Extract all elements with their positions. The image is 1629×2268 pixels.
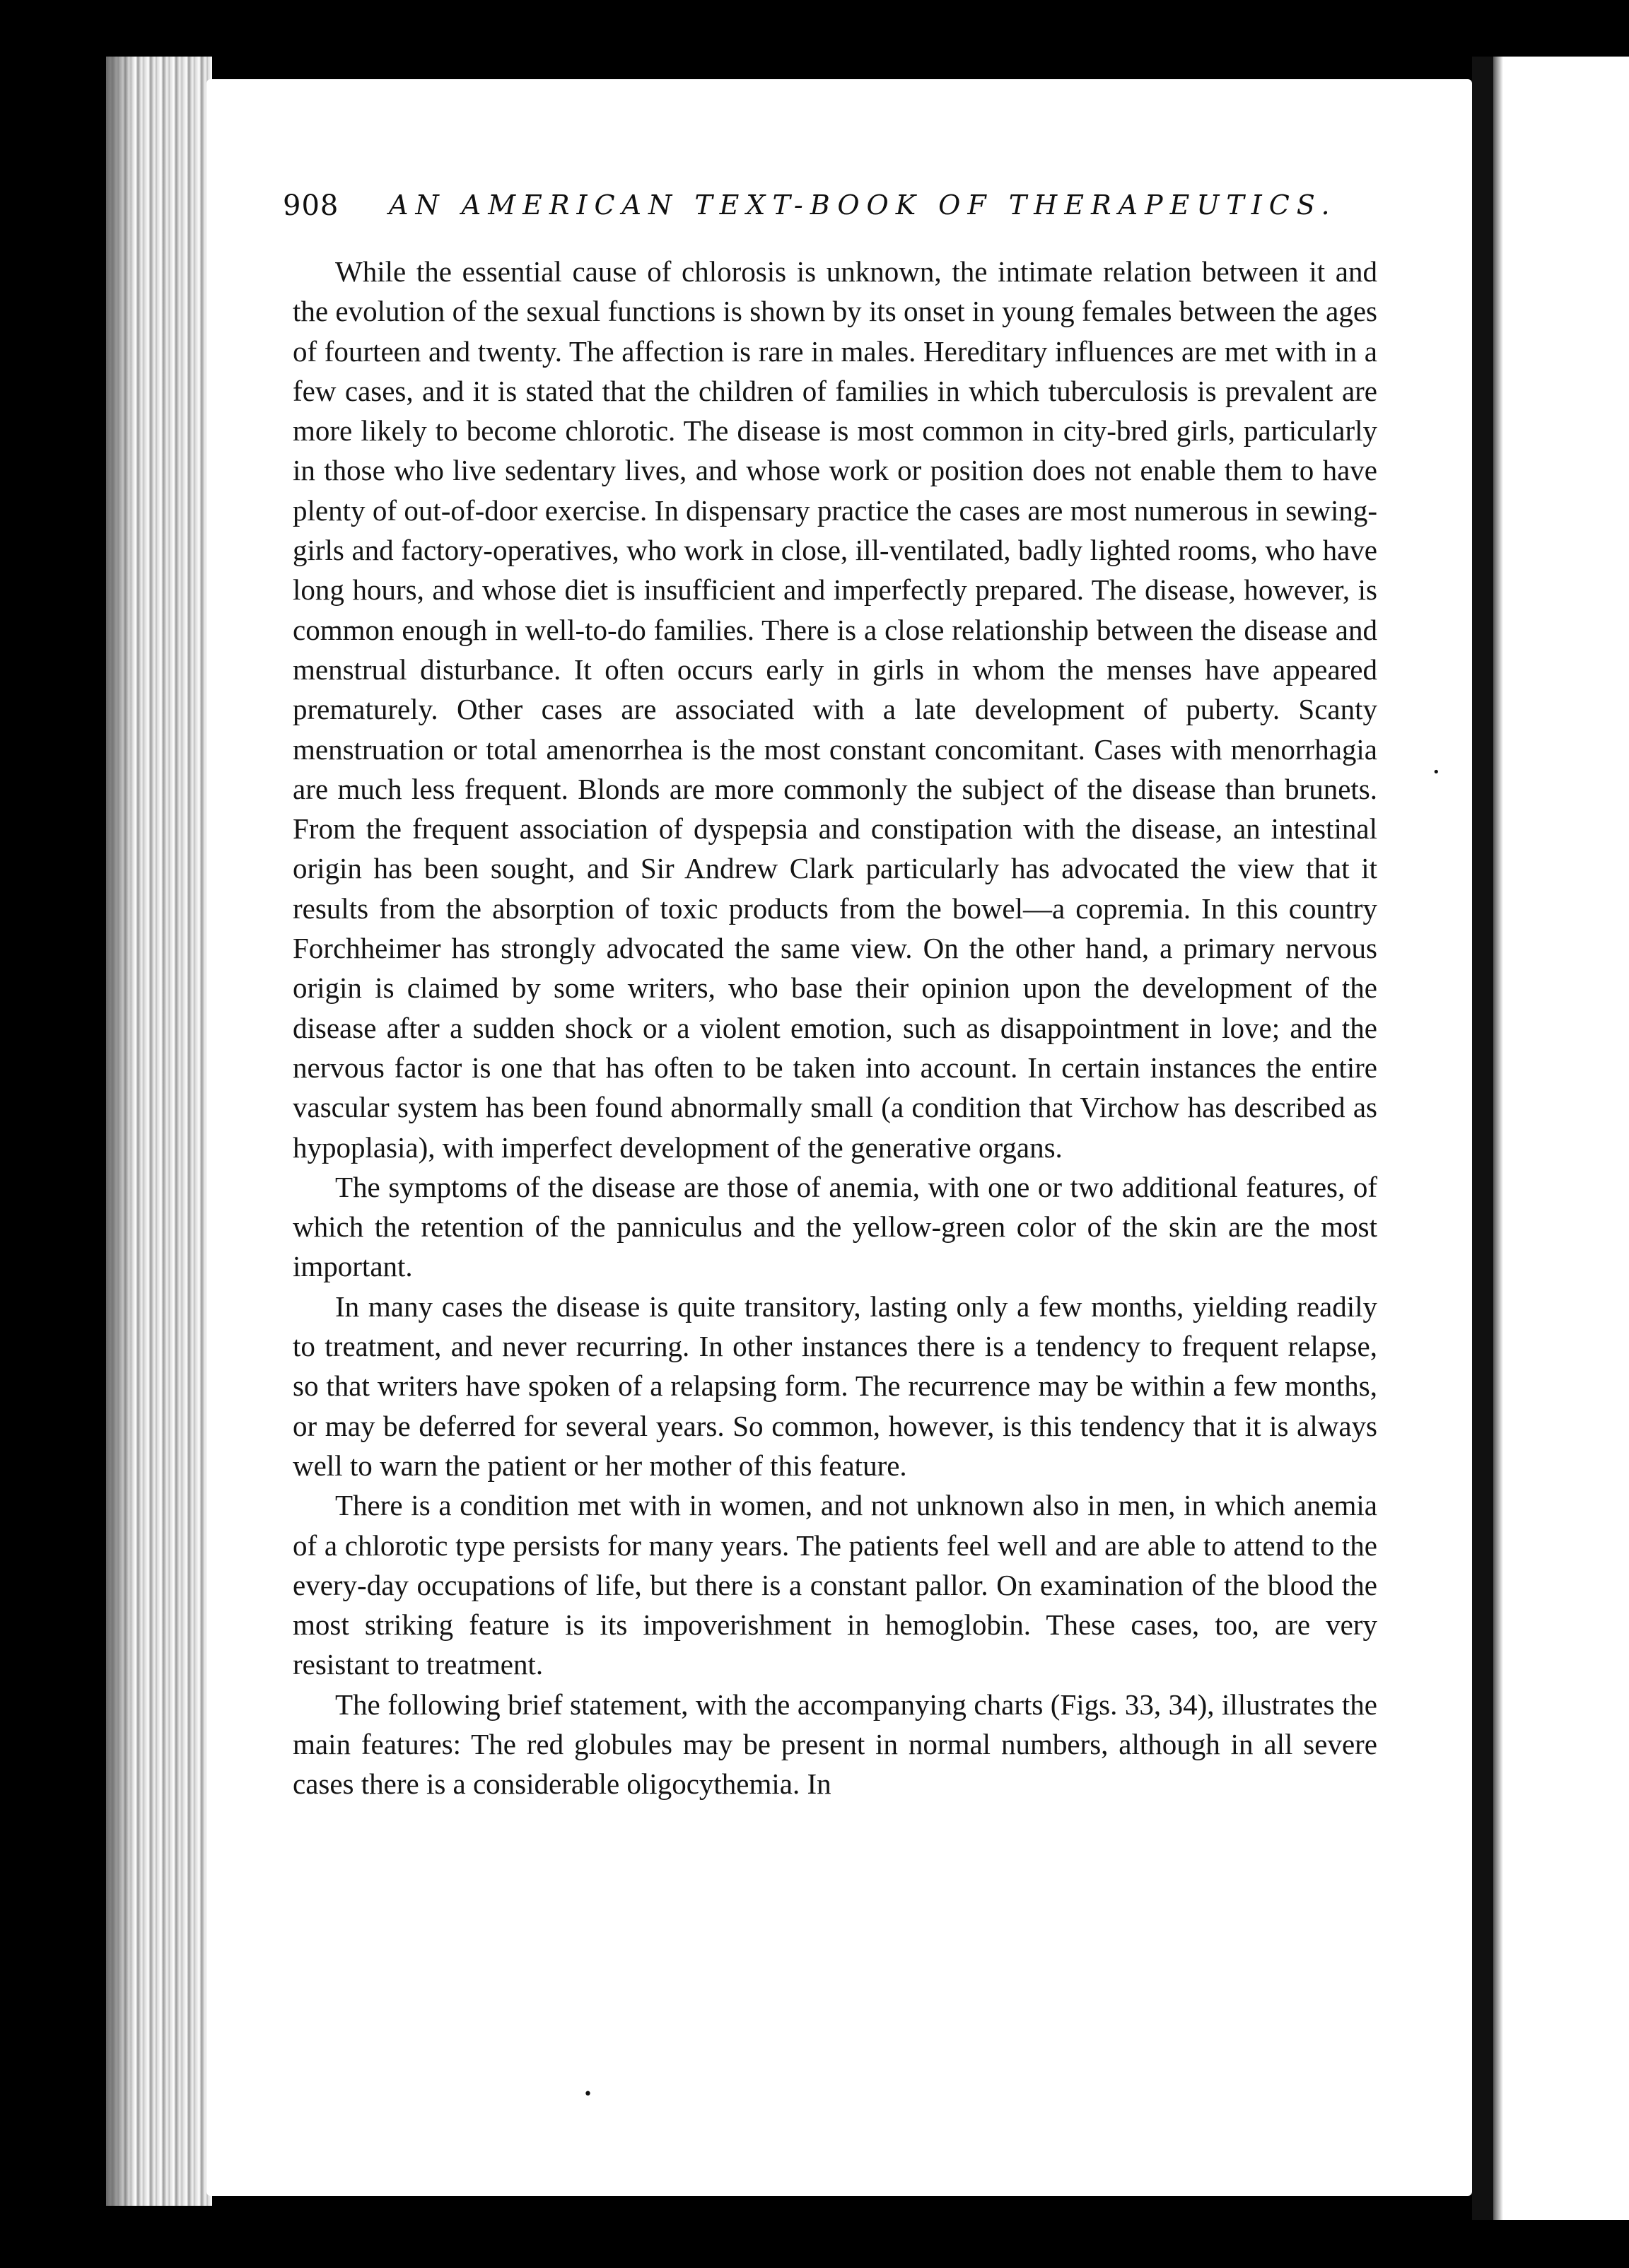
page-edge-shadow [106, 57, 134, 2206]
paragraph-symptoms: The symptoms of the disease are those of anemia, with one or two additional features, of which the retention of the panniculus and the yellow-green color of the skin are the most important. [293, 1170, 1377, 1283]
paragraph-blood-features: The following brief statement, with the accompanying charts (Figs. 33, 34), illustrates the main features: The red globules may be present in normal numbers, although in all severe cases there is a considerable oligocythemia. In [293, 1688, 1377, 1801]
facing-page-shadow [1493, 57, 1503, 2220]
book-gutter [1472, 57, 1493, 2220]
page-header [283, 189, 1386, 232]
paragraph-chlorosis-causes: While the essential cause of chlorosis is unknown, the intimate relation between it and the evolution of the sexual functions is shown by its onset in young females between the ages of fourteen and twenty. The affection is rare in males. Hereditary influences are met with in a few cases, and it is stated that the children of families in which tuberculosis is prevalent are more likely to become chlorotic. The disease is most common in city-bred girls, particularly in those who live sedentary lives, and whose work or position does not enable them to have plenty of out-of-door exercise. In dispensary practice the cases are most numerous in sewing-girls and factory-operatives, who work in close, ill-ventilated, badly lighted rooms, who have long hours, and whose diet is insufficient and imperfectly prepared. The disease, however, is common enough in well-to-do families. There is a close relationship between the disease and menstrual disturbance. It often occurs early in girls in whom the menses have appeared prematurely. Other cases are associated with a late development of puberty. Scanty menstruation or total amenorrhea is the most constant concomitant. Cases with menorrhagia are much less frequent. Blonds are more commonly the subject of the disease than brunets. From the frequent association of dyspepsia and constipation with the disease, an intestinal origin has been sought, and Sir Andrew Clark particularly has advocated the view that it results from the absorption of toxic products from the bowel—a copremia. In this country Forchheimer has strongly advocated the same view. On the other hand, a primary nervous origin is claimed by some writers, who base their opinion upon the development of the disease after a sudden shock or a violent emotion, such as disappointment in love; and the nervous factor is one that has often to be taken into account. In certain instances the entire vascular system has been found abnormally small (a condition that Virchow has described as hypoplasia), with imperfect development of the generative organs. [293, 255, 1377, 1164]
page-number: 908 [283, 189, 339, 222]
stray-bullet-mark: • [583, 2086, 592, 2103]
margin-dot-mark: • [1432, 765, 1440, 780]
running-title: AN AMERICAN TEXT-BOOK OF THERAPEUTICS. [389, 189, 1337, 221]
facing-page [1493, 57, 1629, 2220]
body-text [293, 252, 1377, 1804]
paragraph-course: In many cases the disease is quite transitory, lasting only a few months, yielding readily to treatment, and never recurring. In other instances there is a tendency to frequent relapse, so that writers have spoken of a relapsing form. The recurrence may be within a few months, or may be deferred for several years. So common, however, is this tendency that it is always well to warn the patient or her mother of this feature. [293, 1290, 1377, 1482]
paragraph-chronic-form: There is a condition met with in women, and not unknown also in men, in which anemia of a chlorotic type persists for many years. The patients feel well and are able to attend to the every-day occupations of life, but there is a constant pallor. On examination of the blood the most striking feature is its impoverishment in hemoglobin. These cases, too, are very resistant to treatment. [293, 1489, 1377, 1681]
